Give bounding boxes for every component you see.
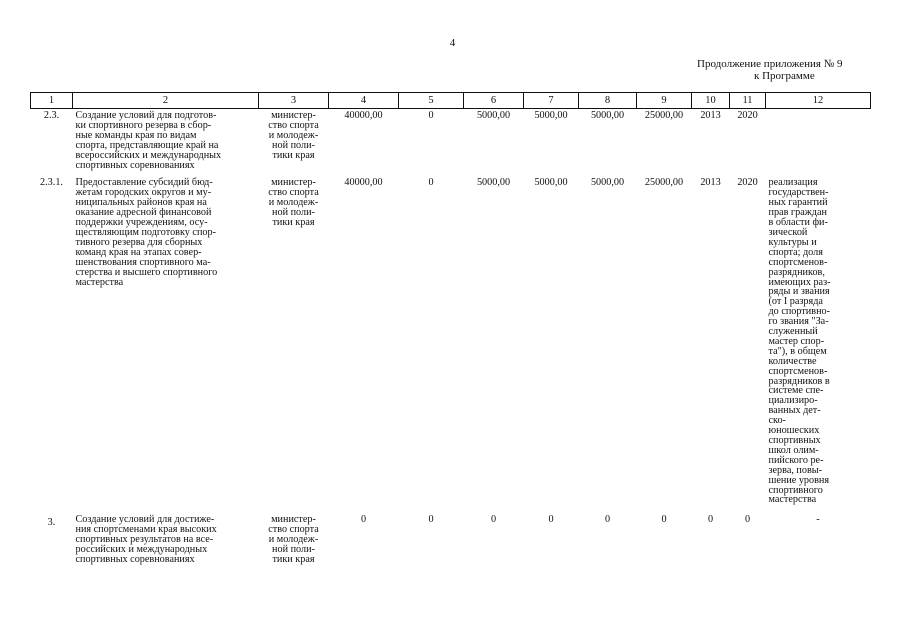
column-header: 1 — [31, 93, 73, 109]
table-row — [31, 176, 871, 511]
table-row — [31, 109, 871, 177]
column-header: 11 — [730, 93, 766, 109]
item-end-year: 2020 — [737, 110, 758, 121]
item-year-1: 0 — [428, 110, 434, 121]
item-year-2: 0 — [490, 514, 497, 526]
appendix-line-1: Продолжение приложения № 9 — [697, 58, 843, 70]
appendix-caption — [697, 58, 882, 82]
item-executor: министер- ство спорта и молодеж- ной поли- тики края — [268, 110, 319, 161]
item-end-year: 2020 — [737, 177, 758, 189]
column-header: 5 — [399, 93, 464, 109]
item-start-year: 2013 — [700, 177, 721, 189]
column-header: 10 — [692, 93, 730, 109]
column-header: 9 — [637, 93, 692, 109]
item-year-4: 5000,00 — [590, 110, 625, 121]
item-result — [766, 109, 871, 177]
item-start-year: 2013 — [700, 110, 721, 121]
item-year-4: 5000,00 — [590, 177, 625, 189]
appendix-line-2: к Программе — [754, 70, 815, 82]
item-executor: министер- ство спорта и молодеж- ной поли- тики края — [268, 177, 319, 229]
item-year-5: 25000,00 — [644, 110, 684, 121]
item-result: реализация государствен- ных гарантий прав граждан в области фи- зической культуры и спорта; доля спортсменов- разрядников, имеющих раз- ряды и звания (от I разряда до спортивно- го звания "За- служенный мастер спор- та"), в общем количестве спортсменов- разрядников в системе спе- циализиро- ванных дет- ско- юношеских спортивных школ олим- пийского ре- зерва, повы- шение уровня спортивного мастерства — [768, 177, 831, 506]
item-name: Создание условий для достиже- ния спортсменами края высоких спортивных результатов на все- российских и международных спортивных соревнованиях — [75, 514, 217, 565]
column-header: 6 — [464, 93, 524, 109]
item-total: 40000,00 — [344, 177, 383, 189]
item-year-2: 5000,00 — [476, 110, 511, 121]
item-total: 0 — [360, 514, 367, 526]
item-number: 3. — [47, 517, 56, 529]
item-year-2: 5000,00 — [476, 177, 511, 189]
item-name: Создание условий для подготов- ки спортивного резерва в сбор- ные команды края по видам спорта, представляющие край на всероссийских и международных спортивных соревнованиях — [75, 110, 222, 171]
item-end-year: 0 — [744, 514, 751, 526]
item-year-3: 0 — [548, 514, 554, 526]
column-header: 3 — [259, 93, 329, 109]
table-row — [31, 511, 871, 571]
item-year-3: 5000,00 — [534, 110, 568, 121]
item-name: Предоставление субсидий бюд- жетам городских округов и му- ниципальных районов края на оказание адресной финансовой поддержки учреждениям, осу- ществляющим подготовку спор- тивного резерва для сборных команд края на этапах совер- шенствования спортивного ма- стерства и высшего спортивного мастерства — [75, 177, 218, 288]
column-header: 8 — [579, 93, 637, 109]
item-year-1: 0 — [428, 177, 434, 189]
item-year-5: 0 — [661, 514, 667, 526]
column-header: 4 — [329, 93, 399, 109]
item-year-1: 0 — [428, 514, 434, 526]
item-year-5: 25000,00 — [644, 177, 684, 189]
column-header: 12 — [766, 93, 871, 109]
item-year-3: 5000,00 — [534, 177, 568, 189]
item-executor: министер- ство спорта и молодеж- ной поли- тики края — [268, 514, 319, 565]
column-numbers-row — [31, 93, 871, 109]
column-header: 2 — [73, 93, 259, 109]
item-number: 2.3.1. — [40, 177, 63, 189]
page-number: 4 — [449, 37, 456, 49]
item-year-4: 0 — [604, 514, 611, 526]
column-header: 7 — [524, 93, 579, 109]
item-start-year: 0 — [707, 514, 714, 526]
item-total: 40000,00 — [344, 110, 383, 121]
item-number: 2.3. — [43, 110, 60, 121]
program-table — [30, 92, 871, 571]
item-result: - — [816, 514, 820, 526]
